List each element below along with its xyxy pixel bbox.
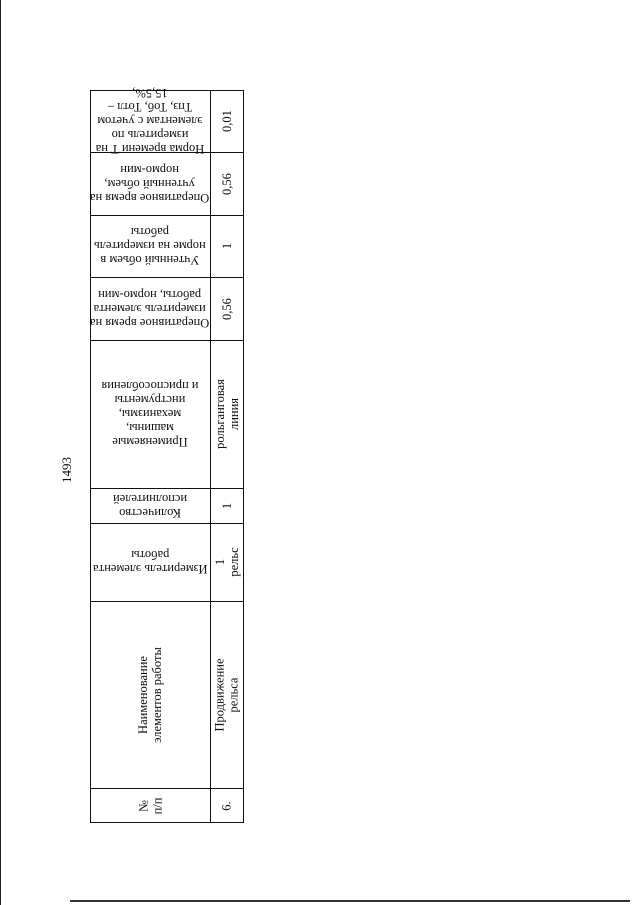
scan-bottom-edge	[70, 900, 630, 902]
value-work-element-name: Продвижение рельса	[213, 657, 242, 732]
value-operative-time-unit: 0,56	[220, 297, 234, 320]
header-accounted-volume: Учтенный объем в норме на измеритель работы	[94, 225, 206, 267]
page-number: 1493	[59, 457, 74, 483]
header-equipment: Применяемые машины, механизмы, инструменты и приспособления	[101, 379, 199, 449]
header-work-element-name: Наименование элементов работы	[136, 646, 164, 743]
header-time-norm: Норма времени Т на измеритель по элементам с учетом Тпз, Тоб, Тотл – 15,5%,	[95, 86, 205, 156]
header-row-number: № п/п	[135, 797, 164, 814]
value-accounted-volume: 1	[220, 242, 234, 250]
header-workers-count: Количество исполнителей	[112, 491, 188, 520]
header-work-unit: Измеритель элемента работы	[92, 548, 208, 576]
header-operative-time-volume: Оперативное время на учтенный объем, нормо-мин	[90, 162, 210, 205]
header-operative-time-unit: Оперативное время на измеритель элемента работы, нормо-мин	[90, 287, 210, 330]
value-row-number: 6.	[220, 800, 234, 811]
value-workers-count: 1	[220, 502, 234, 509]
value-operative-time-volume: 0,56	[220, 172, 234, 195]
page-left-edge	[0, 0, 1, 905]
value-equipment: рольганговая линия	[213, 379, 241, 449]
value-work-unit: 1 рельс	[213, 547, 241, 577]
value-time-norm: 0,01	[220, 110, 234, 132]
